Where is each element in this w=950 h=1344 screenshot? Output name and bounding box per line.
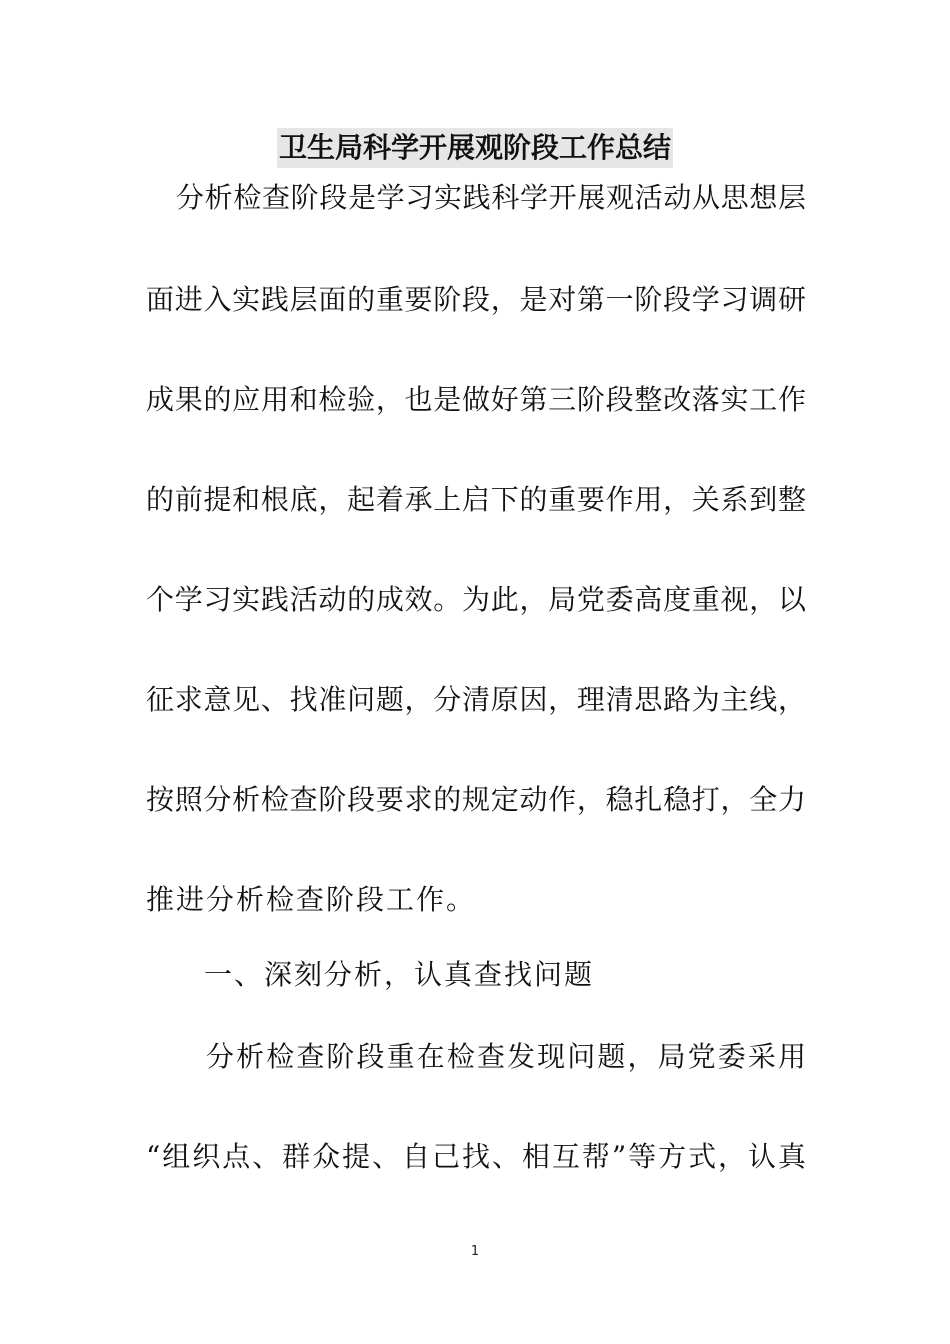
paragraph-line: 面进入实践层面的重要阶段，是对第一阶段学习调研 xyxy=(146,283,806,316)
paragraph-line: 分析检查阶段重在检查发现问题，局党委采用 xyxy=(206,1040,806,1073)
page-number: 1 xyxy=(470,1244,480,1259)
paragraph-line: 的前提和根底，起着承上启下的重要作用，关系到整 xyxy=(146,483,806,516)
paragraph-line: 个学习实践活动的成效。为此，局党委高度重视，以 xyxy=(146,583,806,616)
paragraph-line: “组织点、群众提、自己找、相互帮”等方式，认真 xyxy=(146,1140,806,1173)
section-heading: 一、深刻分析，认真查找问题 xyxy=(204,958,595,991)
document-title: 卫生局科学开展观阶段工作总结 xyxy=(277,128,673,168)
paragraph-line: 征求意见、找准问题，分清原因，理清思路为主线， xyxy=(146,683,806,716)
title-container xyxy=(0,128,950,168)
paragraph-line: 分析检查阶段是学习实践科学开展观活动从思想层 xyxy=(176,181,806,214)
paragraph-line: 按照分析检查阶段要求的规定动作，稳扎稳打，全力 xyxy=(146,783,806,816)
paragraph-line: 推进分析检查阶段工作。 xyxy=(146,883,477,916)
paragraph-line: 成果的应用和检验，也是做好第三阶段整改落实工作 xyxy=(146,383,806,416)
